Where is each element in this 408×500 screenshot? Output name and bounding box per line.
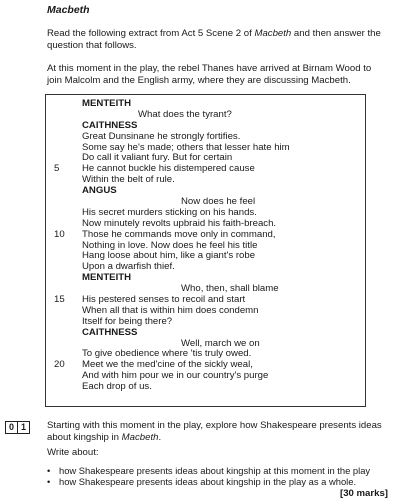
extract-line [46, 132, 365, 143]
extract-line [46, 230, 365, 241]
line-number: 5 [54, 163, 60, 175]
marks: [30 marks] [340, 488, 388, 499]
bullet-list [47, 465, 387, 487]
speaker-name [46, 328, 365, 339]
line-text: He cannot buckle his distempered cause [82, 163, 255, 175]
instruction-pre: Read the following extract from Act 5 Scene 2 of [47, 28, 255, 39]
title: Macbeth [47, 4, 90, 16]
speaker-label: MENTEITH [82, 272, 132, 284]
question-text-work: Macbeth [121, 431, 159, 443]
write-about: Write about: [47, 447, 99, 458]
extract-box [45, 94, 366, 407]
line-text: Now does he feel [181, 196, 256, 208]
line-number: 20 [54, 359, 65, 371]
line-text: Hang loose about him, like a giant's robe [82, 250, 256, 262]
speaker-label: ANGUS [82, 185, 117, 197]
line-text: To give obedience where 'tis truly owed. [82, 348, 252, 360]
question-digit: 0 [5, 421, 18, 434]
line-text: Nothing in love. Now does he feel his title [82, 239, 258, 251]
speaker-label: CAITHNESS [82, 326, 138, 338]
line-text: And with him pour we in our country's purge [82, 370, 269, 382]
instruction [47, 28, 387, 51]
line-text: Within the belt of rule. [82, 174, 175, 186]
extract-lines [46, 99, 365, 393]
question-text [47, 420, 387, 443]
line-text: Upon a dwarfish thief. [82, 261, 175, 273]
context: At this moment in the play, the rebel Thanes have arrived at Birnam Wood to join Malcolm and the English army, where they are discussing Macbeth. [47, 63, 372, 86]
line-text: When all that is within him does condemn [82, 304, 259, 316]
line-number: 10 [54, 228, 65, 240]
speaker-label: CAITHNESS [82, 119, 138, 131]
question-digit: 1 [18, 421, 30, 434]
line-text: Do call it valiant fury. But for certain [82, 152, 233, 164]
line-text: Great Dunsinane he strongly fortifies. [82, 130, 241, 142]
instruction-post: and then answer the question that follows. [47, 28, 381, 51]
line-text: Who, then, shall blame [181, 283, 279, 295]
bullet-item: • how Shakespeare presents ideas about kingship in the play as a whole. [47, 476, 387, 487]
line-text: His secret murders sticking on his hands. [82, 206, 257, 218]
line-text: Well, march we on [181, 337, 260, 349]
line-number: 15 [54, 294, 65, 306]
line-text: Those he commands move only in command, [82, 228, 276, 240]
question-text-post: . [158, 431, 162, 443]
bullet-item: • how Shakespeare presents ideas about kingship at this moment in the play [47, 465, 387, 476]
extract-line [46, 382, 365, 393]
question-number [5, 421, 30, 434]
line-text: Now minutely revolts upbraid his faith-breach. [82, 217, 277, 229]
line-text: What does the tyrant? [138, 108, 232, 120]
line-text: Meet we the med'cine of the sickly weal, [82, 359, 253, 371]
speaker-label: MENTEITH [82, 98, 132, 109]
line-text: Each drop of us. [82, 381, 152, 393]
instruction-work: Macbeth [254, 28, 292, 39]
line-text: Itself for being there? [82, 315, 173, 327]
line-text: His pestered senses to recoil and start [82, 294, 246, 306]
question-text-pre: Starting with this moment in the play, explore how Shakespeare presents ideas about kingship in [47, 420, 382, 443]
line-text: Some say he's made; others that lesser hate him [82, 141, 290, 153]
